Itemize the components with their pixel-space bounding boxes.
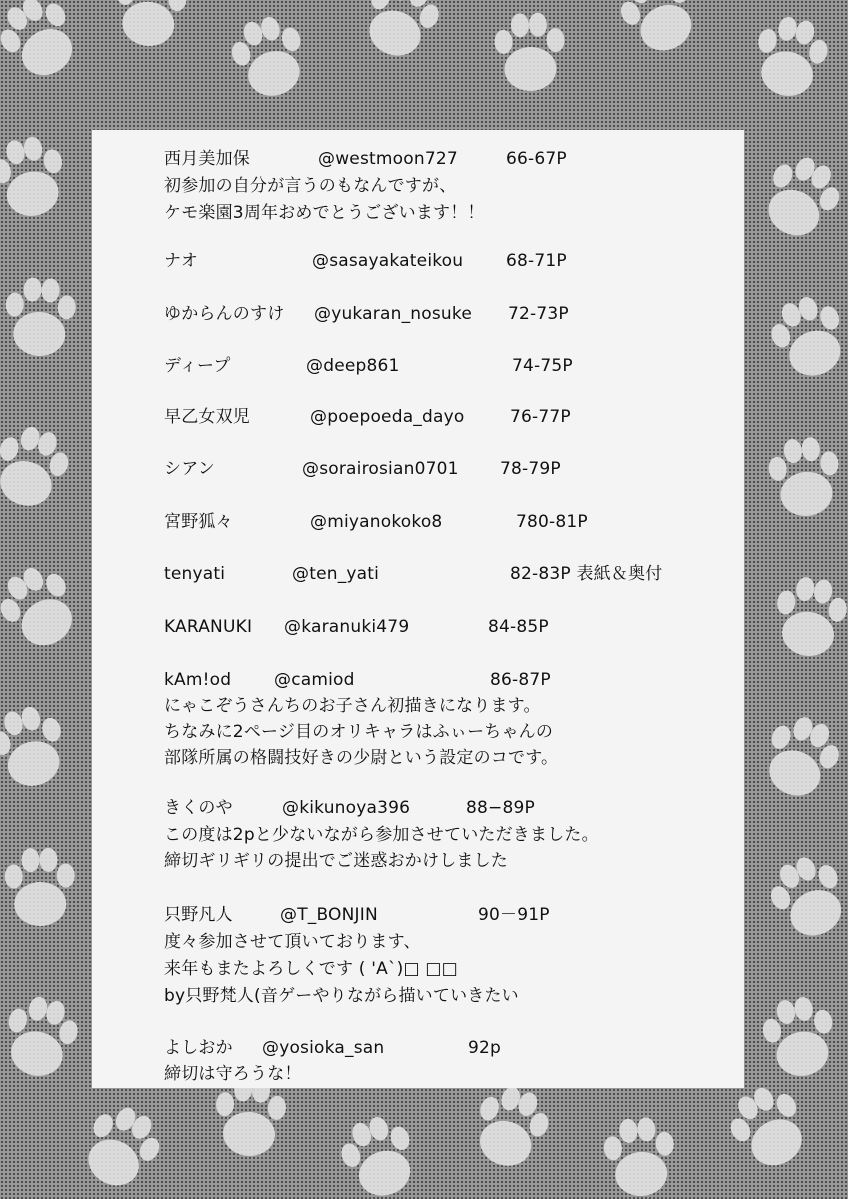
author-handle: @deep861 xyxy=(306,356,400,376)
paw-print xyxy=(333,1109,425,1199)
paw-print xyxy=(72,1097,170,1198)
paw-print xyxy=(601,1115,678,1199)
paw-print xyxy=(0,0,88,89)
author-name: 西月美加保 xyxy=(164,149,250,169)
paw-print xyxy=(766,435,844,520)
author-comment: 初参加の自分が言うのもなんですが、 xyxy=(164,176,457,196)
author-name: 宮野狐々 xyxy=(164,512,233,532)
paw-print xyxy=(611,0,707,62)
author-comment: 部隊所属の格闘技好きの少尉という設定のコです。 xyxy=(164,748,559,768)
author-handle: @camiod xyxy=(274,670,355,690)
paw-print xyxy=(213,1076,288,1159)
paw-print xyxy=(225,10,314,104)
paw-print xyxy=(3,276,77,358)
author-comment: ケモ楽園3周年おめでとうございます！！ xyxy=(164,203,485,223)
author-handle: @T_BONJIN xyxy=(280,905,378,925)
paw-print xyxy=(758,993,840,1082)
paw-print xyxy=(0,132,71,222)
author-pages: 90－91P xyxy=(478,905,550,925)
author-pages: 92p xyxy=(468,1038,502,1058)
paw-print xyxy=(0,420,76,515)
paw-print xyxy=(763,289,848,386)
author-comment: 締切は守ろうな！ xyxy=(164,1064,302,1084)
paw-print xyxy=(770,574,848,661)
paw-print xyxy=(354,0,447,66)
paw-print xyxy=(0,700,73,793)
author-name: ディープ xyxy=(164,356,231,376)
author-name: kAm!od xyxy=(164,670,232,690)
paw-print xyxy=(761,847,848,947)
author-handle: @karanuki479 xyxy=(284,617,410,637)
author-pages: 88−89P xyxy=(466,798,535,818)
author-name: tenyati xyxy=(164,564,226,584)
author-pages: 86-87P xyxy=(490,670,551,690)
paw-print xyxy=(4,847,75,926)
credits-panel xyxy=(92,130,744,1088)
paw-print xyxy=(719,1076,817,1178)
author-pages: 78-79P xyxy=(500,459,561,479)
author-handle: @yukaran_nosuke xyxy=(314,304,472,324)
author-comment: 来年もまたよろしくです ( 'A`)□ □□ xyxy=(164,959,458,979)
author-handle: @kikunoya396 xyxy=(282,798,411,818)
author-name: よしおか xyxy=(164,1038,233,1058)
author-pages: 76-77P xyxy=(510,407,571,427)
author-handle: @sasayakateikou xyxy=(312,251,464,271)
author-pages: 780-81P xyxy=(516,512,588,532)
paw-print xyxy=(466,1079,557,1175)
paw-print xyxy=(753,147,848,248)
author-comment: 度々参加させて頂いております、 xyxy=(164,932,421,952)
paw-print xyxy=(111,0,190,50)
author-pages: 72-73P xyxy=(508,304,569,324)
author-comment: 締切ギリギリの提出でご迷惑おかけしました xyxy=(164,851,508,871)
paw-print xyxy=(748,12,833,103)
author-name: ナオ xyxy=(164,251,199,271)
author-handle: @sorairosian0701 xyxy=(302,459,459,479)
author-comment: この度は2pと少ないながら参加させていただきました。 xyxy=(164,825,599,845)
author-handle: @westmoon727 xyxy=(318,149,458,169)
author-pages: 84-85P xyxy=(488,617,549,637)
author-comment: ちなみに2ページ目のオリキャラはふぃーちゃんの xyxy=(164,722,554,742)
paw-print xyxy=(754,708,848,807)
author-name: ゆからんのすけ xyxy=(164,304,285,324)
paw-print xyxy=(494,12,567,92)
author-name: シアン xyxy=(164,459,215,479)
author-name: 早乙女双児 xyxy=(164,407,250,427)
author-pages: 68-71P xyxy=(506,251,567,271)
paw-print xyxy=(0,556,88,658)
author-handle: @poepoeda_dayo xyxy=(310,407,465,427)
author-pages: 82-83P 表紙＆奥付 xyxy=(510,564,663,584)
author-comment: にゃこぞうさんちのお子さん初描きになります。 xyxy=(164,696,541,716)
author-handle: @ten_yati xyxy=(292,564,380,584)
paw-print xyxy=(0,991,84,1083)
author-pages: 74-75P xyxy=(512,356,573,376)
author-handle: @yosioka_san xyxy=(262,1038,385,1058)
author-pages: 66-67P xyxy=(506,149,567,169)
author-comment: by只野梵人(音ゲーやりながら描いていきたい xyxy=(164,986,519,1006)
author-name: KARANUKI xyxy=(164,617,253,637)
author-name: きくのや xyxy=(164,798,233,818)
author-handle: @miyanokoko8 xyxy=(310,512,443,532)
author-name: 只野凡人 xyxy=(164,905,233,925)
